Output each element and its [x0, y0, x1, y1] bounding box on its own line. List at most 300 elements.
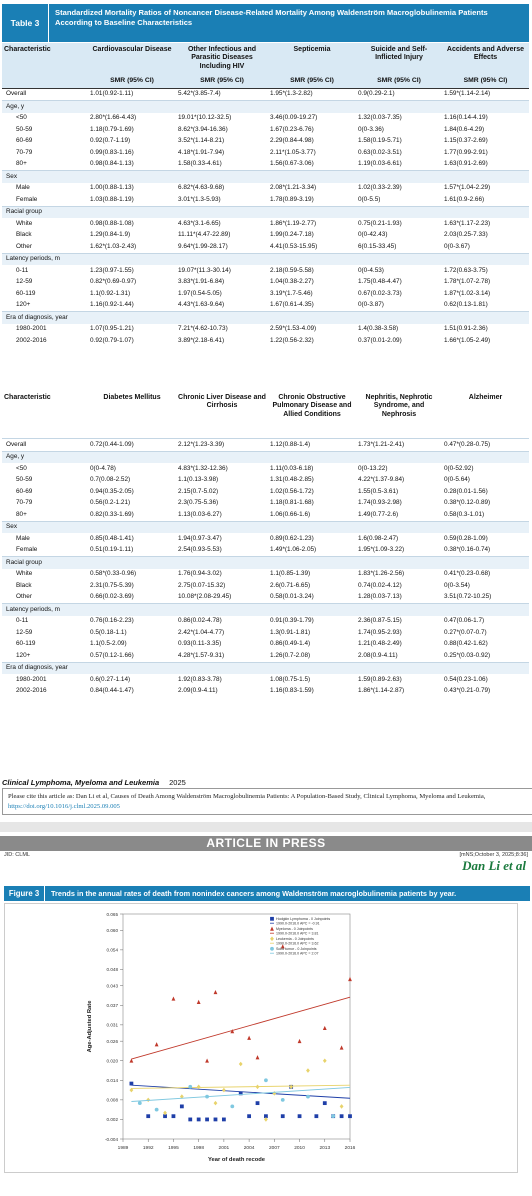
- smr-cell: 0.54(0.23-1.06): [444, 675, 488, 683]
- smr-cell: 3.51(0.72-10.25): [444, 593, 492, 601]
- smr-cell: 19.01*(10.12-32.5): [178, 114, 232, 122]
- table-header-row: [2, 391, 529, 439]
- x-tick-label: 2001: [218, 1146, 230, 1151]
- smr-cell: 1.32(0.03-7.35): [358, 114, 402, 122]
- smr-cell: 2.03(0.25-7.33): [444, 231, 488, 239]
- data-point-0: [256, 1101, 260, 1105]
- data-point-0: [323, 1101, 327, 1105]
- table-row: [2, 335, 529, 347]
- smr-cell: 0.84(0.44-1.47): [90, 687, 134, 695]
- data-point-1: [172, 996, 176, 1000]
- doi-link[interactable]: https://doi.org/10.1016/j.clml.2025.09.005: [8, 802, 120, 810]
- smr-cell: 1.67(0.61-4.35): [270, 301, 314, 309]
- table-row: [2, 569, 529, 581]
- legend-entry-0: Hodgkin Lymphoma - 0 Joinpoints: [276, 917, 331, 921]
- data-point-2: [256, 1085, 260, 1090]
- data-point-3: [155, 1108, 159, 1112]
- row-label: Other: [16, 593, 32, 601]
- smr-cell: 1.16(0.83-1.59): [270, 687, 314, 695]
- table-row: [2, 136, 529, 148]
- table-title-bar: [2, 4, 529, 42]
- smr-cell: 0.82(0.33-1.69): [90, 510, 134, 518]
- subheader-smr: SMR (95% CI): [442, 76, 529, 88]
- smr-cell: 1.67(0.23-6.76): [270, 125, 314, 133]
- column-header: Diabetes Mellitus: [88, 391, 176, 439]
- data-point-2: [222, 1088, 226, 1093]
- smr-cell: 0(0-3.87): [358, 301, 384, 309]
- smr-table-part2: [2, 391, 529, 697]
- section-label: Era of diagnosis, year: [2, 312, 529, 324]
- table-row: [2, 183, 529, 195]
- row-label: Male: [16, 534, 30, 542]
- smr-cell: 1.58(0.19-5.71): [358, 137, 402, 145]
- citation-box: [2, 788, 532, 815]
- row-label: Black: [16, 231, 32, 239]
- smr-cell: 0.41*(0.23-0.68): [444, 570, 491, 578]
- data-point-3: [205, 1095, 209, 1099]
- row-label: 80+: [16, 160, 27, 168]
- smr-cell: 0.67(0.02-3.73): [358, 289, 402, 297]
- data-point-1: [348, 977, 352, 981]
- smr-cell: 2.59*(1.53-4.09): [270, 325, 317, 333]
- table-row: [2, 533, 529, 545]
- column-header: Chronic Liver Disease and Cirrhosis: [176, 391, 268, 439]
- table-row: [2, 509, 529, 521]
- section-label: Latency periods, m: [2, 253, 529, 265]
- y-tick-label: 0.014: [106, 1078, 118, 1084]
- smr-cell: 1.02(0.33-2.39): [358, 184, 402, 192]
- y-tick-label: 0.037: [106, 1003, 118, 1009]
- smr-cell: 0.43*(0.21-0.79): [444, 687, 491, 695]
- x-tick-label: 1992: [142, 1146, 154, 1151]
- section-row: [2, 557, 529, 569]
- row-label: <50: [16, 464, 27, 472]
- section-row: [2, 171, 529, 183]
- smr-cell: 2.42*(1.04-4.77): [178, 628, 225, 636]
- smr-cell: 2.3(0.75-5.36): [178, 499, 219, 507]
- table-row: [2, 88, 529, 101]
- data-point-3: [230, 1104, 234, 1108]
- data-point-0: [340, 1114, 344, 1118]
- smr-cell: 1.76(0.94-3.02): [178, 570, 222, 578]
- data-point-0: [281, 1114, 285, 1118]
- legend-entry-1: Myeloma - 0 Joinpoints: [276, 927, 313, 931]
- table-row: [2, 475, 529, 487]
- citation-text: Please cite this article as: Dan Li et al, Causes of Death Among Waldenström Macroglobulinemia Patients: A Population-Based Study, Clinical Lymphoma, Myeloma and Leukemia,: [8, 793, 486, 800]
- subheader-smr: SMR (95% CI): [176, 76, 268, 88]
- subheader-smr: SMR (95% CI): [88, 76, 176, 88]
- smr-cell: 1.61(0.9-2.66): [444, 195, 485, 203]
- row-label: Overall: [2, 88, 88, 101]
- smr-cell: 1.00(0.88-1.13): [90, 184, 134, 192]
- smr-cell: 1.49*(1.06-2.05): [270, 546, 317, 554]
- data-point-2: [239, 1062, 243, 1067]
- table-title: Standardized Mortality Ratios of Noncancer Disease-Related Mortality Among Waldenström Macroglobulinemia Patients According to Baseline Characteristics: [55, 8, 488, 28]
- smr-cell: 3.52*(1.14-8.21): [178, 137, 225, 145]
- smr-cell: 2.6(0.71-6.65): [270, 581, 311, 589]
- column-header: Characteristic: [2, 43, 88, 76]
- smr-cell: 1.28(0.03-7.13): [358, 593, 402, 601]
- smr-cell: 1.75(0.48-4.47): [358, 278, 402, 286]
- legend-trend-label-3: 1990.0-2016.0 APC = 2.07: [276, 951, 319, 956]
- column-header: Accidents and Adverse Effects: [442, 43, 529, 76]
- smr-cell: 1.31(0.48-2.85): [270, 476, 314, 484]
- table-row: [2, 324, 529, 336]
- data-point-1: [323, 1026, 327, 1030]
- smr-cell: 0.57(0.12-1.66): [90, 651, 134, 659]
- smr-cell: 1.78(0.89-3.19): [270, 195, 314, 203]
- smr-cell: 1.55(0.5-3.61): [358, 487, 399, 495]
- row-label: 70-79: [16, 499, 33, 507]
- smr-cell: 1.74(0.95-2.93): [358, 628, 402, 636]
- smr-cell: 0.98(0.88-1.08): [90, 219, 134, 227]
- journal-footer: [2, 778, 186, 787]
- smr-cell: 0.28(0.01-1.56): [444, 487, 488, 495]
- smr-cell: 1.92(0.83-3.78): [178, 675, 222, 683]
- table-row: [2, 580, 529, 592]
- row-label: <50: [16, 114, 27, 122]
- legend-trend-label-0: 1990.0-2016.0 APC = -0.91: [276, 921, 320, 926]
- section-row: [2, 604, 529, 616]
- smr-cell: 0(0-4.53): [358, 266, 384, 274]
- data-point-0: [247, 1114, 251, 1118]
- smr-cell: 1.4(0.38-3.58): [358, 325, 399, 333]
- column-header: Alzheimer: [442, 391, 529, 439]
- smr-cell: 1.02(0.56-1.72): [270, 487, 314, 495]
- column-header: Other Infectious and Parasitic Diseases Including HIV: [176, 43, 268, 76]
- figure-box: [4, 903, 518, 1173]
- row-label: 70-79: [16, 148, 33, 156]
- smr-cell: 1.6(0.98-2.47): [358, 534, 399, 542]
- smr-cell: 7.21*(4.62-10.73): [178, 325, 228, 333]
- y-tick-label: 0.031: [106, 1022, 118, 1028]
- smr-cell: 1.19(0.03-6.61): [358, 160, 402, 168]
- smr-cell: 0.6(0.27-1.14): [90, 675, 131, 683]
- y-tick-label: 0.020: [106, 1058, 118, 1064]
- smr-cell: 4.28*(1.57-9.31): [178, 651, 225, 659]
- smr-cell: 1.22(0.56-2.32): [270, 336, 314, 344]
- row-label: Other: [16, 242, 32, 250]
- smr-cell: 1.18(0.79-1.69): [90, 125, 134, 133]
- smr-cell: 4.43*(1.63-9.64): [178, 301, 225, 309]
- smr-cell: 0.93(0.11-3.35): [178, 640, 222, 648]
- smr-cell: 4.18*(1.91-7.94): [178, 148, 225, 156]
- x-tick-label: 2010: [294, 1146, 305, 1151]
- data-point-1: [197, 1000, 201, 1004]
- smr-cell: 1.86*(1.19-2.77): [270, 219, 317, 227]
- row-label: 12-59: [16, 628, 33, 636]
- row-label: 60-69: [16, 487, 33, 495]
- smr-cell: 0.82*(0.69-0.97): [90, 278, 137, 286]
- smr-cell: 1.08(0.75-1.5): [270, 675, 311, 683]
- smr-cell: 1.03(0.88-1.19): [90, 195, 134, 203]
- table-row: [2, 545, 529, 557]
- data-point-2: [272, 1091, 276, 1096]
- smr-cell: 1.1(0.85-1.39): [270, 570, 311, 578]
- table-row: [2, 686, 529, 698]
- table-row: [2, 194, 529, 206]
- smr-cell: 0.37(0.01-2.09): [358, 336, 402, 344]
- column-header: Suicide and Self-Inflicted Injury: [356, 43, 442, 76]
- smr-cell: 4.41(0.53-15.95): [270, 242, 318, 250]
- data-point-1: [298, 1039, 302, 1043]
- row-label: 120+: [16, 301, 31, 309]
- table-row: [2, 463, 529, 475]
- trend-line-1: [131, 997, 350, 1059]
- smr-cell: 0(0-5.64): [444, 476, 470, 484]
- smr-cell: 2.36(0.87-5.15): [358, 617, 402, 625]
- page-divider: [0, 822, 532, 832]
- smr-cell: 1.77(0.99-2.91): [444, 148, 488, 156]
- smr-cell: 1.49(0.77-2.6): [358, 510, 399, 518]
- data-point-1: [256, 1055, 260, 1059]
- figure-title: Trends in the annual rates of death from nonindex cancers among Waldenström macroglobulinemia patients by year.: [51, 889, 457, 898]
- table-row: [2, 627, 529, 639]
- smr-cell: 1.84(0.6-4.29): [444, 125, 485, 133]
- table-row: [2, 498, 529, 510]
- data-point-0: [188, 1118, 192, 1122]
- smr-cell: 0.86(0.49-1.4): [270, 640, 311, 648]
- smr-cell: 2.08(0.9-4.11): [358, 651, 398, 659]
- smr-cell: 0.56(0.2-1.21): [90, 499, 131, 507]
- smr-cell: 0.5(0.18-1.1): [90, 628, 127, 636]
- manuscript-stamp: [mNS;October 3, 2025;8:36]: [459, 852, 528, 858]
- data-point-3: [188, 1085, 192, 1089]
- table-row: [2, 113, 529, 125]
- smr-cell: 3.46(0.09-19.27): [270, 114, 318, 122]
- data-point-2: [146, 1098, 150, 1103]
- data-point-1: [205, 1058, 209, 1062]
- article-in-press-banner: ARTICLE IN PRESS: [0, 836, 532, 851]
- y-tick-label: 0.048: [106, 967, 118, 973]
- smr-cell: 1.59*(1.14-2.14): [442, 88, 529, 101]
- row-label: White: [16, 570, 33, 578]
- section-label: Sex: [2, 521, 529, 533]
- section-row: [2, 662, 529, 674]
- table-row: [2, 147, 529, 159]
- x-tick-label: 1995: [168, 1146, 179, 1151]
- smr-cell: 2.29(0.84-4.98): [270, 137, 314, 145]
- trend-chart: [5, 904, 517, 1172]
- smr-cell: 9.64*(1.99-28.17): [178, 242, 228, 250]
- row-label: 50-59: [16, 125, 33, 133]
- smr-cell: 0.86(0.02-4.78): [178, 617, 222, 625]
- smr-cell: 2.80*(1.66-4.43): [90, 114, 137, 122]
- smr-cell: 0.74(0.02-4.12): [358, 581, 402, 589]
- smr-cell: 1.57*(1.04-2.29): [444, 184, 491, 192]
- smr-cell: 2.11*(1.05-3.77): [270, 148, 316, 156]
- row-label: 2002-2016: [16, 687, 47, 695]
- smr-cell: 2.31(0.75-5.39): [90, 581, 134, 589]
- column-header: Nephritis, Nephrotic Syndrome, and Nephrosis: [356, 391, 442, 439]
- smr-cell: 1.3(0.91-1.81): [270, 628, 311, 636]
- smr-cell: 2.09(0.9-4.11): [178, 687, 218, 695]
- table-row: [2, 616, 529, 628]
- smr-cell: 0.59(0.28-1.09): [444, 534, 488, 542]
- smr-cell: 0.94(0.35-2.05): [90, 487, 134, 495]
- smr-cell: 0.38*(0.12-0.89): [444, 499, 491, 507]
- smr-cell: 1.63(0.91-2.69): [444, 160, 488, 168]
- row-label: Black: [16, 581, 32, 589]
- smr-cell: 2.75(0.07-15.32): [178, 581, 226, 589]
- smr-cell: 0.76(0.16-2.23): [90, 617, 134, 625]
- data-point-1: [155, 1042, 159, 1046]
- smr-cell: 3.19*(1.7-5.46): [270, 289, 313, 297]
- x-tick-label: 2004: [243, 1146, 255, 1151]
- x-tick-label: 2007: [268, 1146, 280, 1151]
- table-row: [2, 288, 529, 300]
- section-label: Racial group: [2, 206, 529, 218]
- smr-cell: 0(0-5.5): [358, 195, 381, 203]
- trend-line-3: [131, 1087, 350, 1101]
- column-header: Cardiovascular Disease: [88, 43, 176, 76]
- row-label: Male: [16, 184, 30, 192]
- smr-cell: 0(0-3.36): [358, 125, 384, 133]
- data-point-3: [331, 1114, 335, 1118]
- smr-cell: 0.27*(0.07-0.7): [444, 628, 487, 636]
- table-label: Table 3: [2, 4, 49, 42]
- smr-cell: 1.06(0.66-1.6): [270, 510, 311, 518]
- legend-marker-2: [270, 937, 274, 942]
- smr-cell: 2.54(0.93-5.53): [178, 546, 222, 554]
- data-point-0: [197, 1118, 201, 1122]
- journal-name: Clinical Lymphoma, Myeloma and Leukemia: [2, 778, 160, 787]
- row-label: White: [16, 219, 33, 227]
- section-label: Era of diagnosis, year: [2, 662, 529, 674]
- smr-table-part1: [2, 43, 529, 347]
- smr-cell: 0.7(0.08-2.52): [90, 476, 131, 484]
- legend-trend-label-1: 1990.0-2016.0 APC = 3.81: [276, 931, 319, 936]
- smr-cell: 1.04(0.38-2.27): [270, 278, 314, 286]
- smr-cell: 0.98(0.84-1.13): [90, 160, 134, 168]
- y-tick-label: -0.004: [104, 1136, 118, 1142]
- smr-cell: 4.83*(1.32-12.36): [178, 464, 228, 472]
- column-header: Characteristic: [2, 391, 88, 439]
- row-label: 0-11: [16, 266, 29, 274]
- smr-cell: 0.47(0.06-1.7): [444, 617, 485, 625]
- smr-cell: 0.62(0.13-1.81): [444, 301, 488, 309]
- smr-cell: 1.86*(1.14-2.87): [358, 687, 405, 695]
- section-label: Age, y: [2, 101, 529, 113]
- y-tick-label: 0.008: [106, 1097, 118, 1103]
- x-tick-label: 2016: [344, 1146, 356, 1151]
- smr-cell: 1.16(0.92-1.44): [90, 301, 134, 309]
- table-row: [2, 486, 529, 498]
- smr-cell: 0.85(0.48-1.41): [90, 534, 134, 542]
- smr-cell: 0.47*(0.28-0.75): [442, 439, 529, 452]
- x-tick-label: 1989: [117, 1146, 129, 1151]
- legend-marker-0: [270, 917, 274, 921]
- journal-id: JID: CLML: [4, 852, 30, 858]
- row-label: 120+: [16, 651, 31, 659]
- smr-cell: 0(0-3.54): [444, 581, 470, 589]
- smr-cell: 0.63(0.02-3.51): [358, 148, 402, 156]
- smr-cell: 1.29(0.84-1.9): [90, 231, 131, 239]
- smr-cell: 1.95*(1.09-3.22): [358, 546, 405, 554]
- smr-cell: 4.22*(1.37-9.84): [358, 476, 405, 484]
- smr-cell: 10.08*(2.08-29.45): [178, 593, 232, 601]
- smr-cell: 0.38*(0.16-0.74): [444, 546, 491, 554]
- section-row: [2, 312, 529, 324]
- smr-cell: 3.01*(1.3-5.93): [178, 195, 221, 203]
- smr-cell: 0.9(0.29-2.1): [356, 88, 442, 101]
- table-row: [2, 241, 529, 253]
- smr-cell: 0.25*(0.03-0.92): [444, 651, 491, 659]
- smr-cell: 19.07*(11.3-30.14): [178, 266, 231, 274]
- data-point-2: [323, 1058, 327, 1063]
- smr-cell: 0(0-4.78): [90, 464, 116, 472]
- smr-cell: 0.58(0.01-3.24): [270, 593, 314, 601]
- y-axis-label: Age-Adjusted Rate: [87, 1000, 93, 1053]
- y-tick-label: 0.054: [106, 947, 118, 953]
- table-row: [2, 639, 529, 651]
- smr-cell: 1.21(0.48-2.49): [358, 640, 402, 648]
- section-label: Latency periods, m: [2, 604, 529, 616]
- smr-cell: 0.58(0.3-1.01): [444, 510, 485, 518]
- data-point-0: [130, 1082, 134, 1086]
- smr-cell: 1.63*(1.17-2.23): [444, 219, 491, 227]
- data-point-0: [172, 1114, 176, 1118]
- table-row: [2, 650, 529, 662]
- data-point-0: [222, 1118, 226, 1122]
- row-label: 0-11: [16, 617, 29, 625]
- smr-cell: 4.63*(3.1-6.65): [178, 219, 221, 227]
- smr-cell: 1.66*(1.05-2.49): [444, 336, 491, 344]
- smr-cell: 6(0.15-33.45): [358, 242, 397, 250]
- smr-cell: 1.74(0.93-2.98): [358, 499, 402, 507]
- row-label: 1980-2001: [16, 325, 47, 333]
- legend-trend-label-2: 1990.0-2016.0 APC = 3.62: [276, 941, 319, 946]
- smr-cell: 1.94(0.97-3.47): [178, 534, 222, 542]
- smr-cell: 1.97(0.54-5.05): [178, 289, 222, 297]
- data-point-3: [306, 1095, 310, 1099]
- section-label: Sex: [2, 171, 529, 183]
- column-header: Septicemia: [268, 43, 356, 76]
- smr-cell: 2.18(0.59-5.58): [270, 266, 314, 274]
- row-label: 2002-2016: [16, 336, 47, 344]
- smr-cell: 0(0-52.92): [444, 464, 474, 472]
- smr-cell: 2.15(0.7-5.02): [178, 487, 219, 495]
- smr-cell: 0.91(0.39-1.79): [270, 617, 314, 625]
- data-point-2: [197, 1085, 201, 1090]
- smr-cell: 1.1(0.13-3.98): [178, 476, 219, 484]
- smr-cell: 8.62*(3.94-16.36): [178, 125, 228, 133]
- data-point-2: [340, 1104, 344, 1109]
- smr-cell: 0.92(0.7-1.19): [90, 137, 131, 145]
- row-label: 60-119: [16, 289, 36, 297]
- y-tick-label: 0.026: [106, 1038, 118, 1044]
- data-point-2: [214, 1101, 218, 1106]
- section-row: [2, 206, 529, 218]
- smr-cell: 1.72(0.63-3.75): [444, 266, 488, 274]
- table-row: [2, 230, 529, 242]
- row-label: 1980-2001: [16, 675, 47, 683]
- smr-cell: 1.99(0.24-7.18): [270, 231, 314, 239]
- table-row: [2, 124, 529, 136]
- smr-cell: 1.11(0.03-6.18): [270, 464, 314, 472]
- smr-cell: 3.89*(2.18-6.41): [178, 336, 225, 344]
- data-point-3: [138, 1101, 142, 1105]
- smr-cell: 1.73*(1.21-2.41): [356, 439, 442, 452]
- data-point-0: [314, 1114, 318, 1118]
- table-row: [2, 265, 529, 277]
- data-point-1: [214, 990, 218, 994]
- smr-cell: 1.07(0.95-1.21): [90, 325, 134, 333]
- row-label: 12-59: [16, 278, 33, 286]
- x-axis-label: Year of death recode: [207, 1157, 266, 1163]
- table-header-row: [2, 43, 529, 76]
- table-subheader-row: [2, 76, 529, 88]
